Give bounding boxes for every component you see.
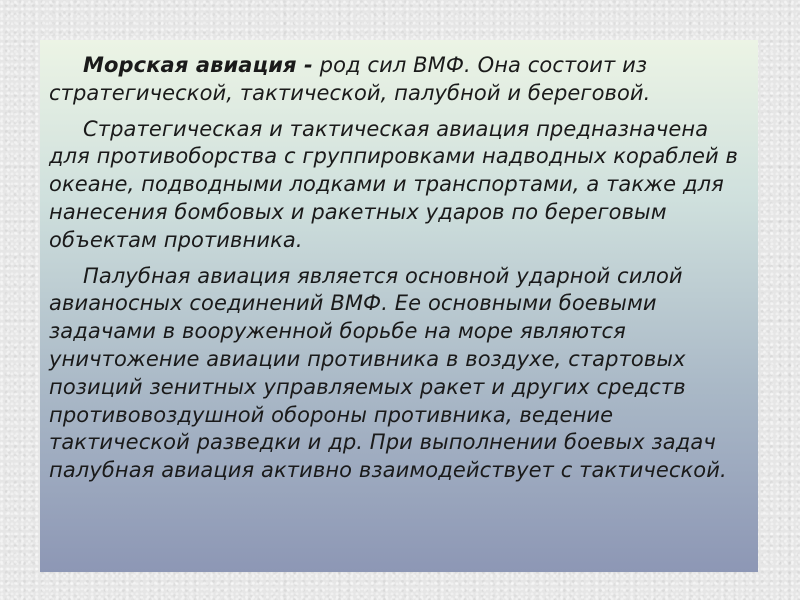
paragraph-definition-text: род сил ВМФ. Она состоит из стратегической, тактической, палубной и береговой. — [49, 53, 651, 105]
paragraph-carrier-aviation: Палубная авиация является основной ударной силой авианосных соединений ВМФ. Ее основными боевыми задачами в вооруженной борьбе на море являются уничтожение авиации противника в воздухе, стартовых позиций зенитных управляемых ракет и других средств противовоздушной обороны противника, ведение тактической разведки и др. При выполнении боевых задач палубная авиация активно взаимодействует с тактической. — [49, 263, 727, 483]
term-marine-aviation: Морская авиация - — [83, 53, 313, 77]
paragraph-strategic-tactical: Стратегическая и тактическая авиация предназначена для противоборства с группировками надводных кораблей в океане, подводными лодками и транспортами, а также для нанесения бомбовых и ракетных ударов по береговым объектам противника. — [49, 116, 738, 252]
paragraph-definition — [49, 52, 744, 108]
slide-content-box — [40, 40, 758, 572]
